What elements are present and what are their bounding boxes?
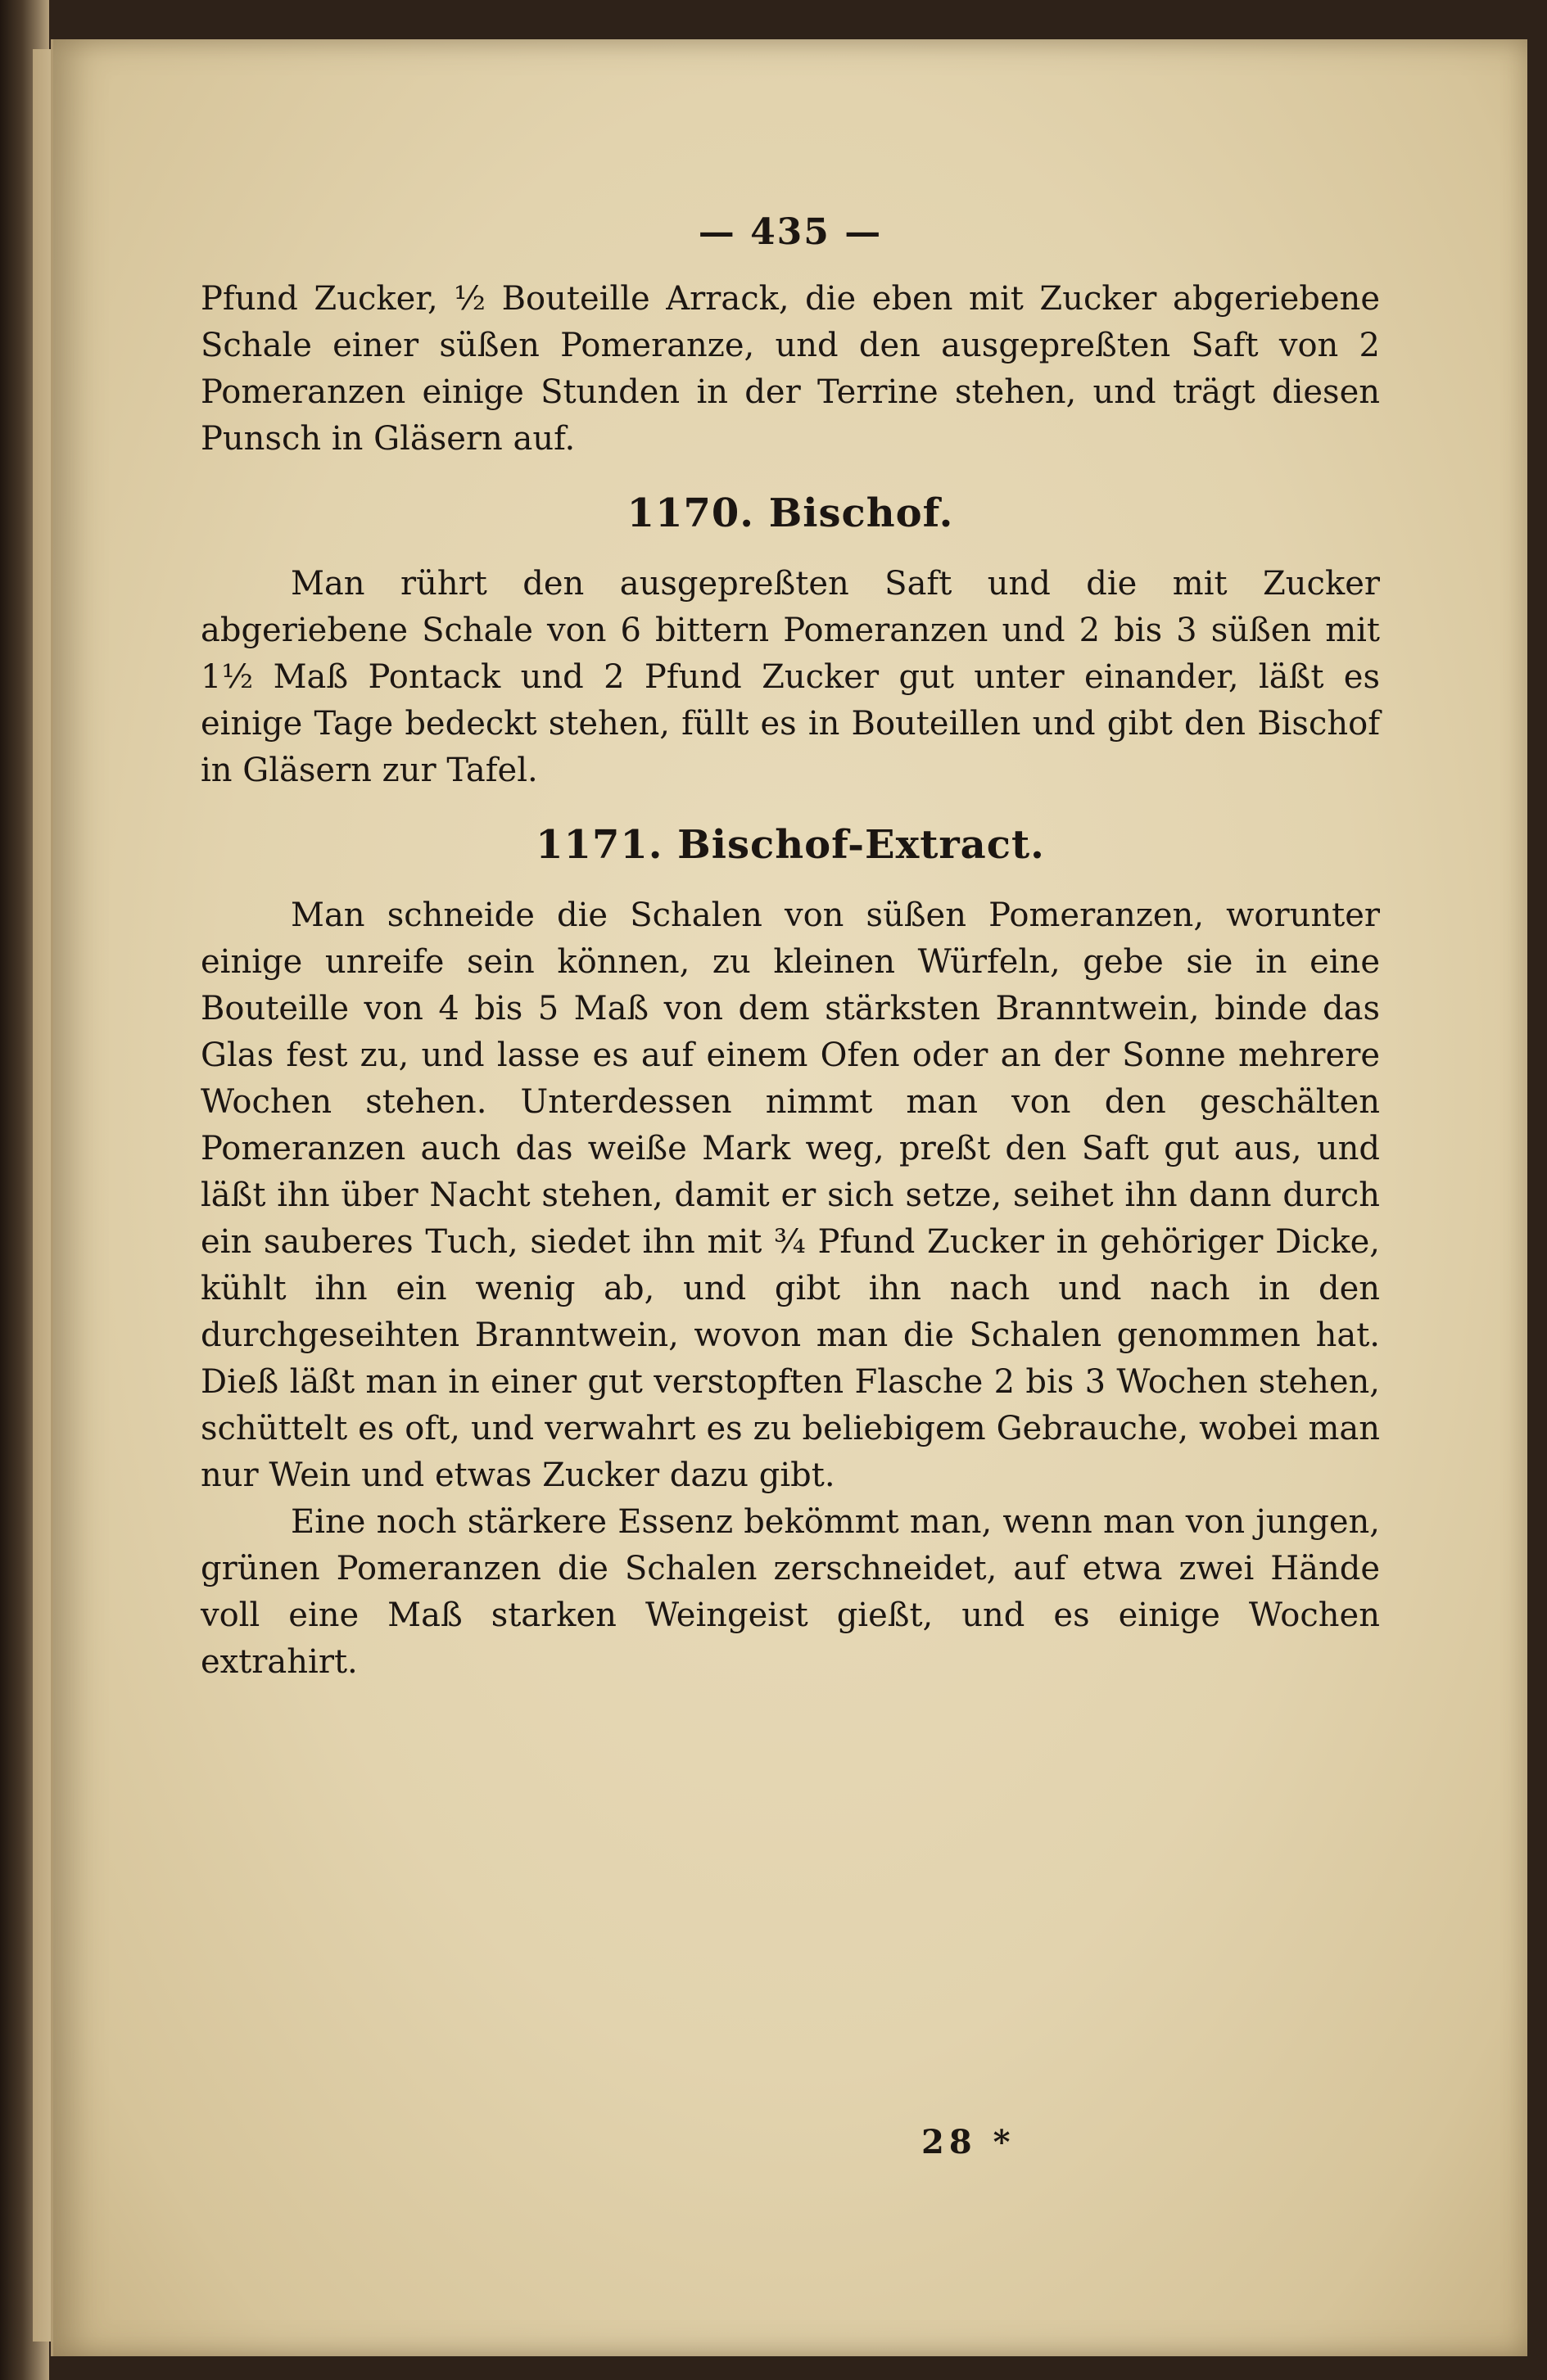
recipe-1170-paragraph: Man rührt den ausgepreßten Saft und die mit Zucker abgeriebene Schale von 6 bittern Pomeranzen und 2 bis 3 süßen mit 1½ Maß Pontack und 2 Pfund Zucker gut unter einander, läßt es einige Tage bedeckt stehen, füllt es in Bouteillen und gibt den Bischof in Gläsern zur Tafel.: [201, 565, 1380, 789]
page-text-block: [201, 211, 1380, 1686]
recipe-heading-1170: 1170. Bischof.: [626, 490, 954, 536]
book-page: [51, 39, 1527, 2356]
signature-mark: 28 *: [921, 2123, 1016, 2161]
page-number: — 435 —: [698, 211, 883, 253]
recipe-heading-1171: 1171. Bischof-Extract.: [536, 822, 1045, 868]
continuation-paragraph: Pfund Zucker, ½ Bouteille Arrack, die eben mit Zucker abgeriebene Schale einer süßen Pomeranze, und den ausgepreßten Saft von 2 Pomeranzen einige Stunden in der Terrine stehen, und trägt diesen Punsch in Gläsern auf.: [201, 280, 1380, 458]
recipe-1171-paragraph-2: Eine noch stärkere Essenz bekömmt man, wenn man von jungen, grünen Pomeranzen die Schalen zerschneidet, auf etwa zwei Hände voll eine Maß starken Weingeist gießt, und es einige Wochen extrahirt.: [201, 1503, 1380, 1681]
recipe-1171-paragraph-1: Man schneide die Schalen von süßen Pomeranzen, worunter einige unreife sein können, zu kleinen Würfeln, gebe sie in eine Bouteille von 4 bis 5 Maß von dem stärksten Branntwein, binde das Glas fest zu, und lasse es auf einem Ofen oder an der Sonne mehrere Wochen stehen. Unterdessen nimmt man von den geschälten Pomeranzen auch das weiße Mark weg, preßt den Saft gut aus, und läßt ihn über Nacht stehen, damit er sich setze, seihet ihn dann durch ein sauberes Tuch, siedet ihn mit ¾ Pfund Zucker in gehöriger Dicke, kühlt ihn ein wenig ab, und gibt ihn nach und nach in den durchgeseihten Branntwein, wovon man die Schalen genommen hat. Dieß läßt man in einer gut verstopften Flasche 2 bis 3 Wochen stehen, schüttelt es oft, und verwahrt es zu beliebigem Gebrauche, wobei man nur Wein und etwas Zucker dazu gibt.: [201, 896, 1380, 1494]
